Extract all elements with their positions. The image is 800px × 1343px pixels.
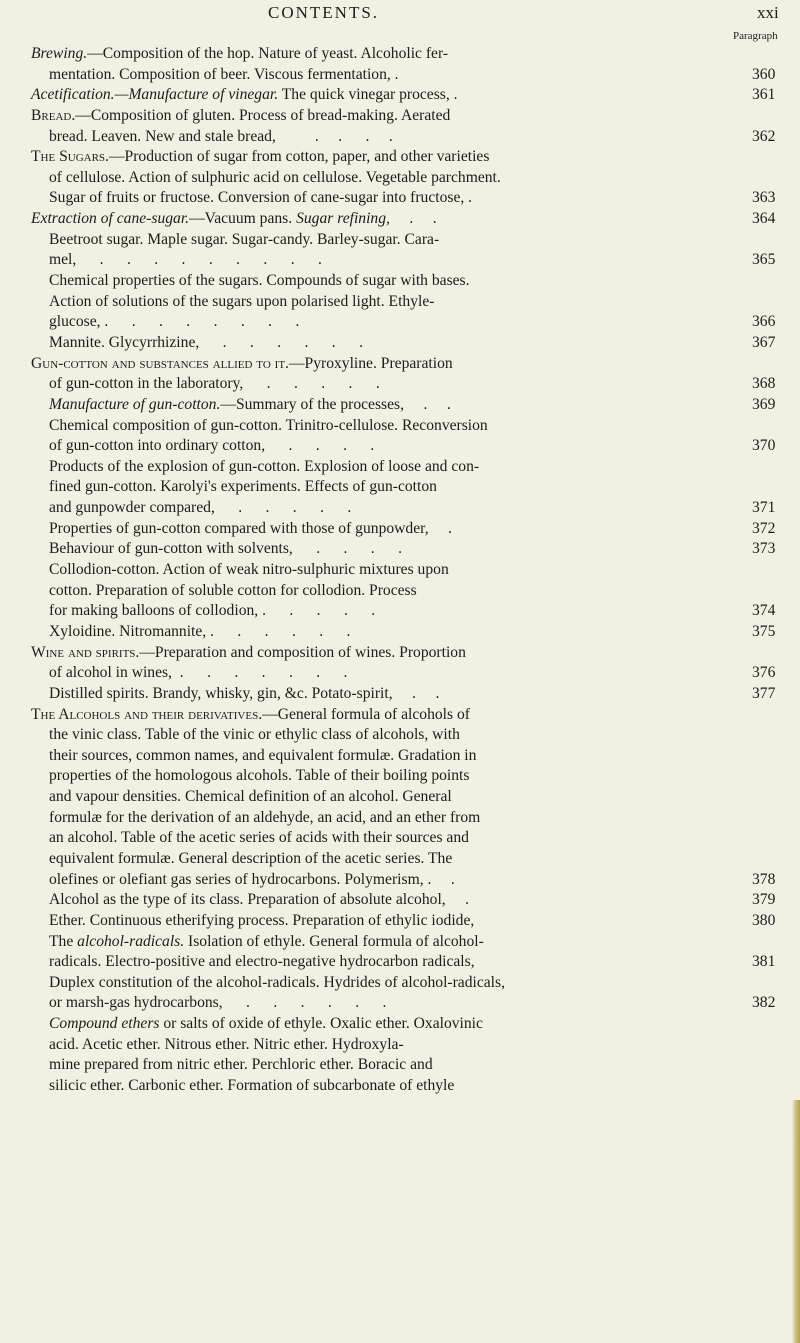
contents-line	[0, 725, 800, 746]
contents-entry-text	[49, 911, 474, 932]
paragraph-number: 374	[752, 602, 776, 620]
entry-segment: and gunpowder compared, . . . . .	[49, 499, 352, 517]
contents-entry-text	[49, 127, 393, 148]
contents-entry-text	[49, 477, 437, 498]
paragraph-number: 361	[752, 86, 776, 104]
contents-entry-text	[49, 973, 505, 994]
page-edge	[792, 1100, 800, 1343]
entry-segment: Beetroot sugar. Maple sugar. Sugar-candy. Barley-sugar. Cara-	[49, 230, 440, 248]
entry-segment: —Vacuum pans.	[189, 210, 297, 228]
contents-entry-text	[31, 147, 489, 168]
entry-segment: Behaviour of gun-cotton with solvents, . . . .	[49, 540, 402, 558]
contents-entry-text	[31, 354, 453, 375]
contents-entry-text	[31, 705, 470, 726]
contents-line	[0, 292, 800, 313]
contents-entry-text	[49, 684, 439, 705]
contents-line	[0, 312, 800, 333]
paragraph-number: 366	[752, 313, 776, 331]
contents-entry-text	[49, 416, 488, 437]
entry-segment: of gun-cotton into ordinary cotton, . . . .	[49, 437, 375, 455]
contents-line	[0, 1014, 800, 1035]
contents-list	[0, 44, 800, 1097]
contents-line	[0, 498, 800, 519]
contents-entry-text	[49, 1076, 454, 1097]
contents-entry-text	[49, 250, 322, 271]
contents-entry-text	[31, 44, 448, 65]
contents-entry-text	[49, 725, 460, 746]
paragraph-number: 382	[752, 994, 776, 1012]
contents-entry-text	[49, 457, 479, 478]
contents-entry-text	[31, 643, 466, 664]
running-title: CONTENTS.	[268, 3, 380, 22]
contents-line	[0, 168, 800, 189]
contents-line	[0, 44, 800, 65]
contents-entry-text	[31, 85, 458, 106]
paragraph-number: 368	[752, 375, 776, 393]
entry-segment: radicals. Electro-positive and electro-negative hydrocarbon radicals,	[49, 953, 475, 971]
entry-segment: Distilled spirits. Brandy, whisky, gin, &c. Potato-spirit, . .	[49, 684, 440, 702]
contents-entry-text	[49, 787, 452, 808]
entry-segment: or marsh-gas hydrocarbons, . . . . . .	[49, 994, 387, 1012]
entry-segment: Action of solutions of the sugars upon polarised light. Ethyle-	[49, 292, 435, 310]
contents-line	[0, 849, 800, 870]
contents-entry-text	[49, 230, 439, 251]
entry-segment: —General formula of alcohols of	[262, 705, 470, 723]
entry-segment: —Summary of the processes, . .	[220, 395, 451, 413]
contents-line	[0, 828, 800, 849]
entry-segment: of cellulose. Action of sulphuric acid on cellulose. Vegetable parchment.	[49, 168, 501, 186]
contents-line	[0, 643, 800, 664]
contents-entry-text	[49, 622, 350, 643]
contents-entry-text	[31, 106, 450, 127]
contents-line	[0, 952, 800, 973]
contents-line	[0, 746, 800, 767]
contents-line	[0, 705, 800, 726]
contents-line	[0, 65, 800, 86]
entry-segment: The	[49, 932, 78, 950]
entry-segment: —Production of sugar from cotton, paper, and other varieties	[108, 148, 490, 166]
contents-entry-text	[49, 395, 451, 416]
entry-segment: Duplex constitution of the alcohol-radicals. Hydrides of alcohol-radicals,	[49, 973, 505, 991]
entry-segment: mel, . . . . . . . . .	[49, 251, 322, 269]
contents-line	[0, 354, 800, 375]
contents-entry-text	[49, 952, 475, 973]
contents-line	[0, 1055, 800, 1076]
contents-line	[0, 932, 800, 953]
entry-segment: Collodion-cotton. Action of weak nitro-sulphuric mixtures upon	[49, 561, 449, 579]
contents-entry-text	[49, 581, 417, 602]
contents-entry-text	[49, 539, 402, 560]
contents-entry-text	[49, 333, 363, 354]
entry-segment: Chemical properties of the sugars. Compounds of sugar with bases.	[49, 272, 470, 290]
entry-segment: their sources, common names, and equivalent formulæ. Gradation in	[49, 746, 477, 764]
contents-line	[0, 85, 800, 106]
paragraph-number: 380	[752, 911, 776, 929]
entry-segment: and vapour densities. Chemical definition of an alcohol. General	[49, 788, 452, 806]
page-header	[0, 3, 800, 29]
paragraph-number: 379	[752, 891, 776, 909]
contents-line	[0, 601, 800, 622]
entry-segment: an alcohol. Table of the acetic series of acids with their sources and	[49, 829, 469, 847]
entry-segment: formulæ for the derivation of an aldehyde, an acid, and an ether from	[49, 808, 481, 826]
contents-line	[0, 127, 800, 148]
contents-line	[0, 271, 800, 292]
entry-segment: Manufacture of gun-cotton.	[49, 395, 221, 413]
contents-line	[0, 209, 800, 230]
contents-entry-text	[49, 870, 455, 891]
contents-entry-text	[49, 663, 347, 684]
entry-segment: Alcohol as the type of its class. Preparation of absolute alcohol, .	[49, 891, 470, 909]
contents-line	[0, 1035, 800, 1056]
contents-line	[0, 416, 800, 437]
contents-entry-text	[49, 498, 351, 519]
paragraph-number: 370	[752, 437, 776, 455]
contents-entry-text	[49, 374, 380, 395]
contents-line	[0, 870, 800, 891]
entry-segment: Isolation of ethyle. General formula of alcohol-	[184, 932, 484, 950]
contents-line	[0, 1076, 800, 1097]
entry-segment: —Composition of gluten. Process of bread-making. Aerated	[75, 106, 451, 124]
contents-entry-text	[49, 271, 470, 292]
contents-entry-text	[49, 890, 469, 911]
contents-entry-text	[49, 560, 449, 581]
entry-segment: cotton. Preparation of soluble cotton for collodion. Process	[49, 581, 417, 599]
entry-segment: The quick vinegar process, .	[278, 86, 458, 104]
contents-line	[0, 663, 800, 684]
entry-segment: equivalent formulæ. General description of the acetic series. The	[49, 849, 453, 867]
entry-segment: Acetification.—Manufacture of vinegar.	[31, 86, 279, 104]
entry-segment: Gun-cotton and substances allied to it.	[31, 354, 289, 372]
contents-entry-text	[49, 601, 375, 622]
entry-segment: —Pyroxyline. Preparation	[288, 354, 453, 372]
entry-segment: acid. Acetic ether. Nitrous ether. Nitric ether. Hydroxyla-	[49, 1035, 404, 1053]
paragraph-number: 367	[752, 333, 776, 351]
entry-segment: Sugar refining,	[296, 210, 390, 228]
contents-line	[0, 787, 800, 808]
paragraph-number: 364	[752, 210, 776, 228]
paragraph-column-label: Paragraph	[733, 30, 778, 42]
contents-entry-text	[49, 849, 452, 870]
paragraph-number: 378	[752, 870, 776, 888]
contents-entry-text	[49, 828, 469, 849]
contents-line	[0, 188, 800, 209]
contents-line	[0, 230, 800, 251]
entry-segment: olefines or olefiant gas series of hydrocarbons. Polymerism, . .	[49, 870, 455, 888]
entry-segment: or salts of oxide of ethyle. Oxalic ether. Oxalovinic	[159, 1015, 483, 1033]
entry-segment: Brewing.	[31, 45, 88, 62]
contents-line	[0, 395, 800, 416]
contents-line	[0, 993, 800, 1014]
entry-segment: The Sugars.	[31, 148, 109, 166]
entry-segment: Chemical composition of gun-cotton. Trinitro-cellulose. Reconversion	[49, 416, 488, 434]
contents-line	[0, 436, 800, 457]
contents-line	[0, 519, 800, 540]
entry-segment: Products of the explosion of gun-cotton. Explosion of loose and con-	[49, 457, 480, 475]
contents-line	[0, 457, 800, 478]
entry-segment: glucose, . . . . . . . .	[49, 313, 300, 331]
contents-entry-text	[49, 932, 484, 953]
contents-line	[0, 250, 800, 271]
entry-segment: bread. Leaven. New and stale bread, . . . .	[49, 127, 393, 145]
contents-entry-text	[49, 1035, 404, 1056]
contents-line	[0, 560, 800, 581]
entry-segment: . .	[389, 210, 437, 228]
entry-segment: fined gun-cotton. Karolyi's experiments. Effects of gun-cotton	[49, 478, 437, 496]
contents-entry-text	[49, 746, 476, 767]
contents-entry-text	[49, 808, 480, 829]
entry-segment: —Preparation and composition of wines. Proportion	[139, 643, 466, 661]
entry-segment: of gun-cotton in the laboratory, . . . . .	[49, 375, 380, 393]
contents-line	[0, 766, 800, 787]
contents-line	[0, 477, 800, 498]
entry-segment: Wine and spirits.	[31, 643, 140, 661]
contents-entry-text	[49, 168, 501, 189]
contents-line	[0, 973, 800, 994]
contents-entry-text	[49, 1014, 483, 1035]
entry-segment: silicic ether. Carbonic ether. Formation of subcarbonate of ethyle	[49, 1077, 455, 1095]
paragraph-number: 376	[752, 664, 776, 682]
paragraph-number: 372	[752, 519, 776, 537]
contents-entry-text	[49, 312, 299, 333]
contents-entry-text	[49, 436, 374, 457]
entry-segment: Mannite. Glycyrrhizine, . . . . . .	[49, 333, 363, 351]
contents-line	[0, 808, 800, 829]
contents-entry-text	[49, 1055, 433, 1076]
entry-segment: mine prepared from nitric ether. Perchloric ether. Boracic and	[49, 1056, 433, 1074]
paragraph-number: 371	[752, 499, 776, 517]
contents-entry-text	[49, 292, 434, 313]
contents-entry-text	[49, 766, 469, 787]
entry-segment: —Composition of the hop. Nature of yeast. Alcoholic fer-	[87, 45, 449, 62]
paragraph-number: 373	[752, 540, 776, 558]
entry-segment: of alcohol in wines, . . . . . . .	[49, 664, 348, 682]
entry-segment: the vinic class. Table of the vinic or ethylic class of alcohols, with	[49, 726, 460, 744]
entry-segment: alcohol-radicals.	[77, 932, 185, 950]
contents-line	[0, 106, 800, 127]
contents-line	[0, 374, 800, 395]
entry-segment: Ether. Continuous etherifying process. Preparation of ethylic iodide,	[49, 911, 475, 929]
entry-segment: Xyloidine. Nitromannite, . . . . . .	[49, 622, 351, 640]
contents-entry-text	[49, 65, 399, 86]
paragraph-number: 363	[752, 189, 776, 207]
contents-entry-text	[49, 993, 386, 1014]
contents-entry-text	[49, 519, 452, 540]
entry-segment: mentation. Composition of beer. Viscous fermentation, .	[49, 65, 399, 83]
entry-segment: properties of the homologous alcohols. Table of their boiling points	[49, 767, 470, 785]
paragraph-number: 369	[752, 395, 776, 413]
entry-segment: The Alcohols and their derivatives.	[31, 705, 263, 723]
contents-line	[0, 622, 800, 643]
entry-segment: Compound ethers	[49, 1015, 160, 1033]
paragraph-number: 360	[752, 65, 776, 83]
contents-entry-text	[31, 209, 437, 230]
entry-segment: Extraction of cane-sugar.	[31, 210, 190, 228]
entry-segment: for making balloons of collodion, . . . . .	[49, 602, 376, 620]
entry-segment: Properties of gun-cotton compared with those of gunpowder, .	[49, 519, 452, 537]
contents-line	[0, 911, 800, 932]
contents-line	[0, 147, 800, 168]
entry-segment: Bread.	[31, 106, 76, 124]
paragraph-number: 375	[752, 622, 776, 640]
paragraph-number: 381	[752, 953, 776, 971]
contents-line	[0, 539, 800, 560]
contents-line	[0, 333, 800, 354]
paragraph-number: 377	[752, 684, 776, 702]
entry-segment: Sugar of fruits or fructose. Conversion of cane-sugar into fructose, .	[49, 189, 473, 207]
contents-line	[0, 890, 800, 911]
page-number: xxi	[757, 3, 779, 22]
paragraph-number: 365	[752, 251, 776, 269]
contents-line	[0, 581, 800, 602]
contents-line	[0, 684, 800, 705]
paragraph-number: 362	[752, 127, 776, 145]
contents-entry-text	[49, 188, 472, 209]
